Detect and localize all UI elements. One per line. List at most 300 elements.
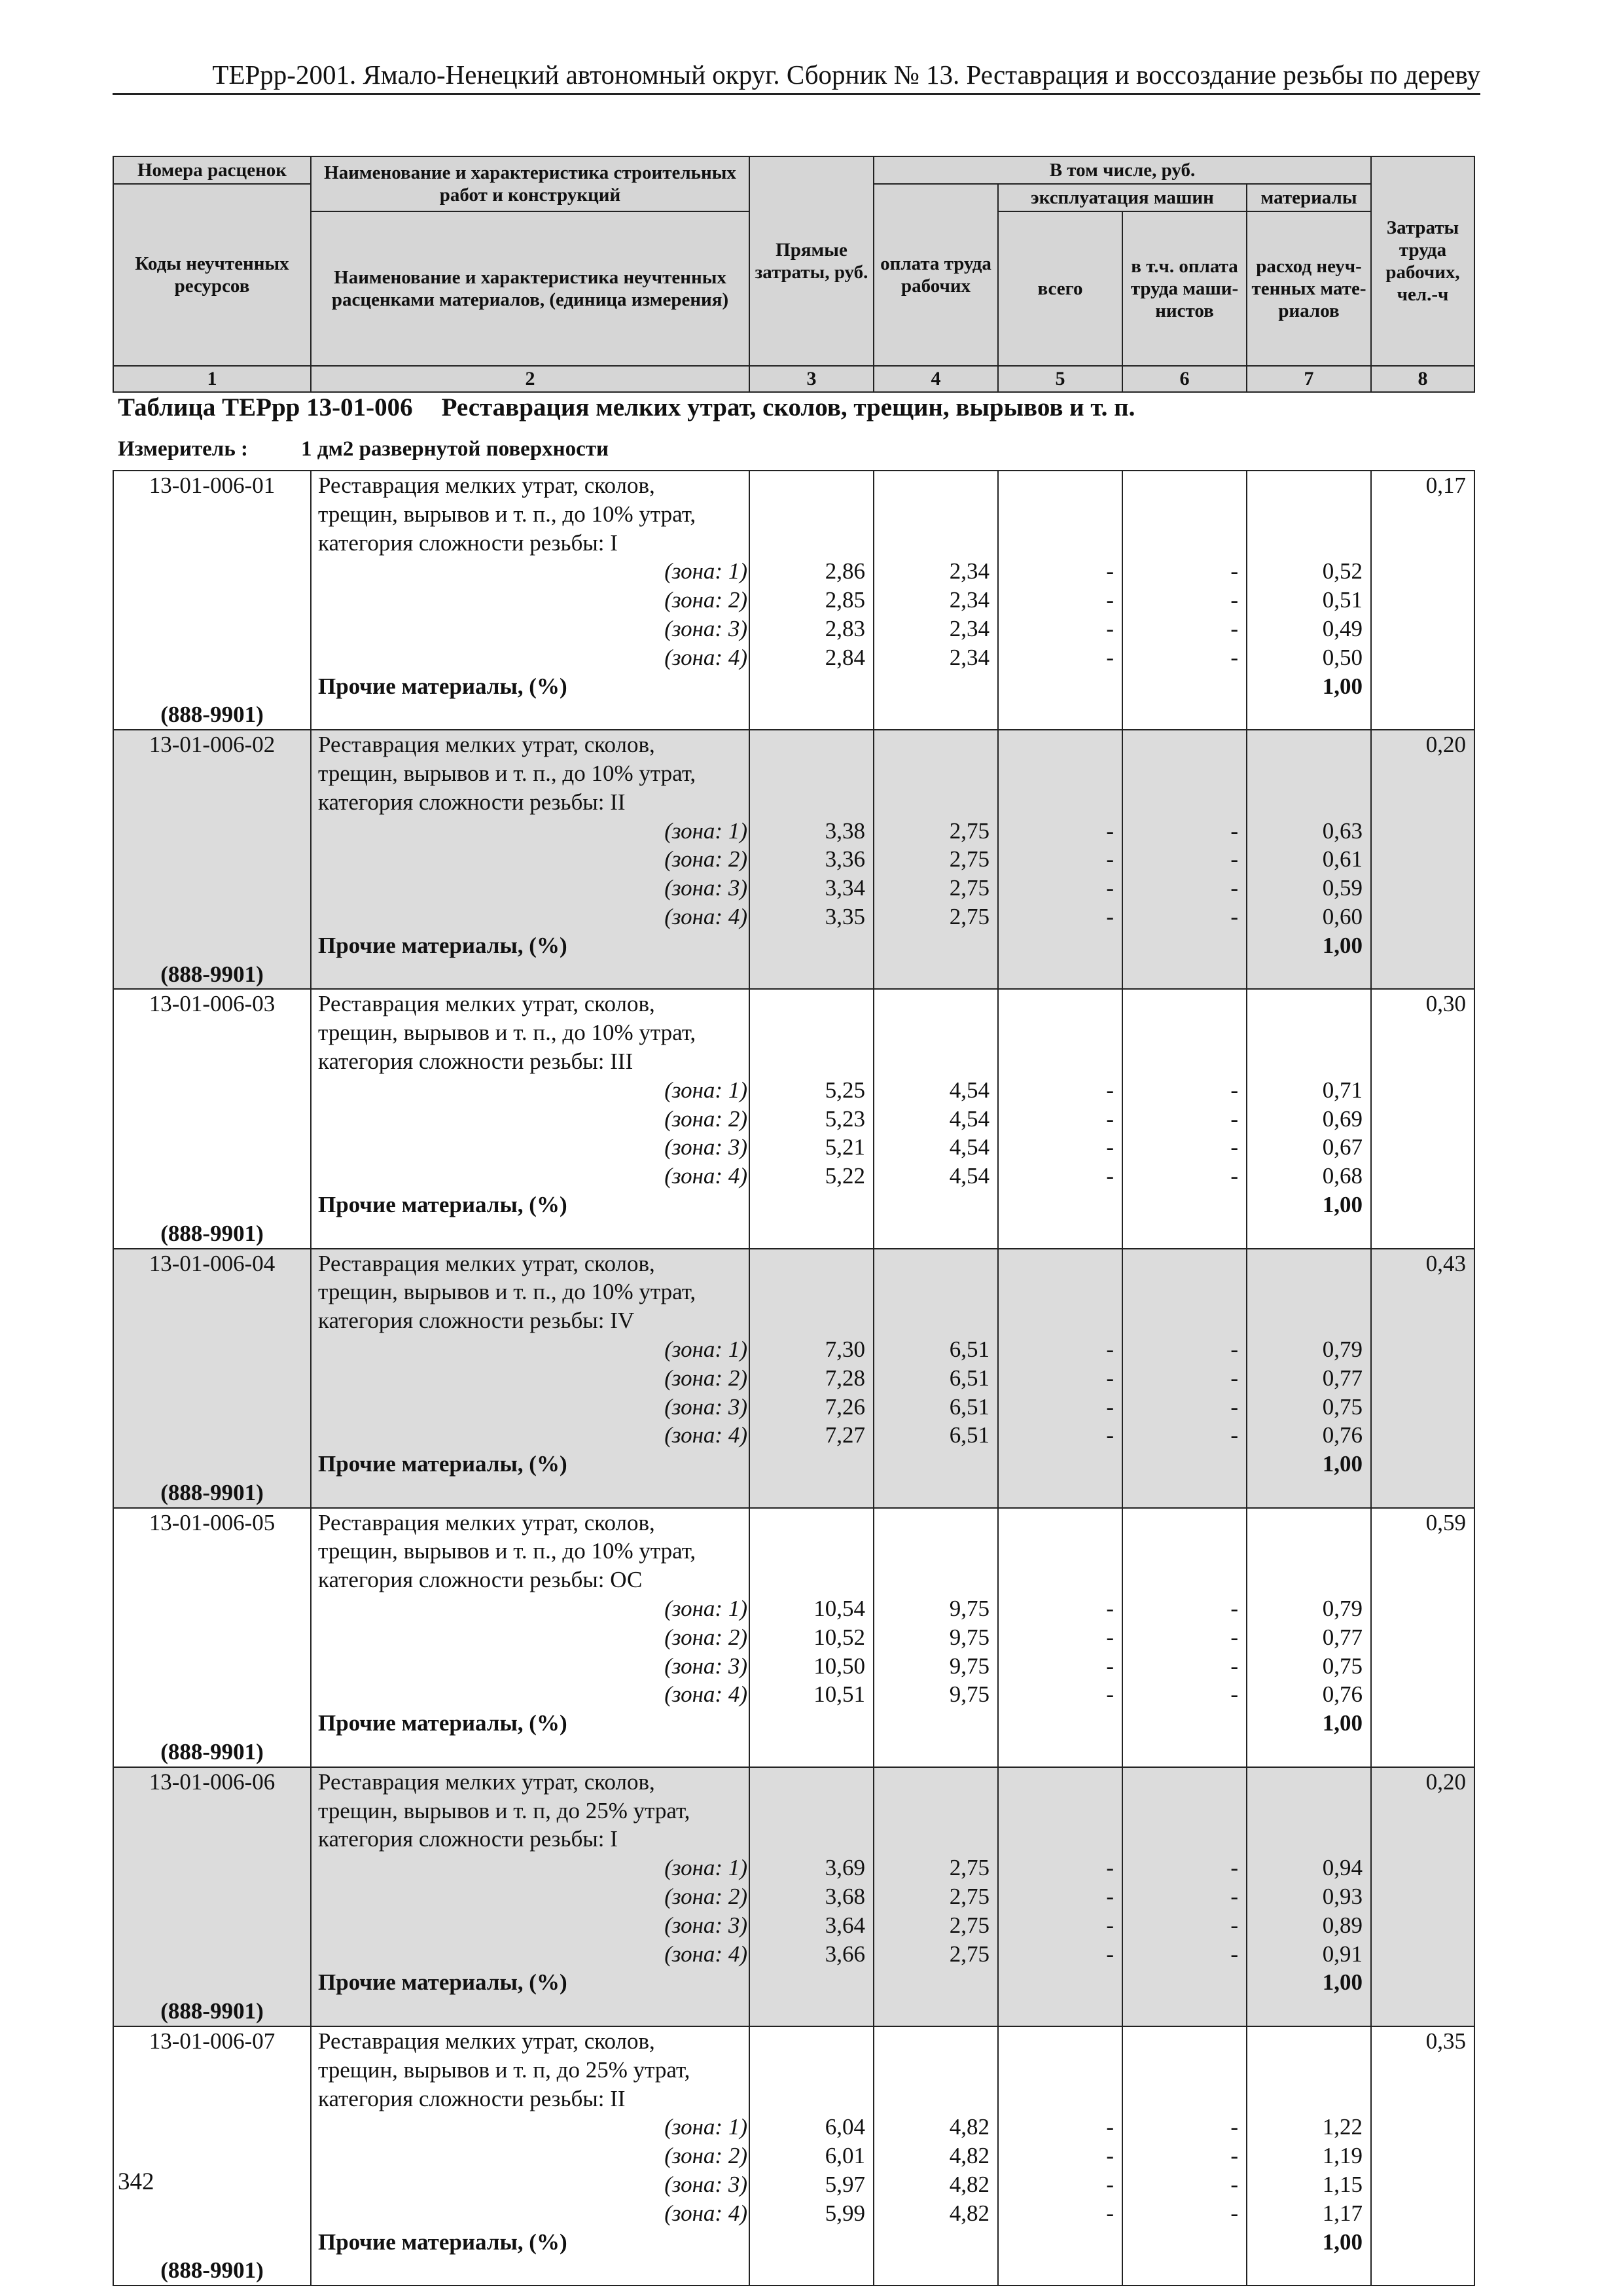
rate-description-cell — [311, 471, 749, 730]
worker-pay: 2,75 — [949, 1855, 990, 1881]
worker-pay-cell — [874, 989, 998, 1248]
zone-label: (зона: 2) — [664, 1884, 747, 1910]
direct-cost: 2,85 — [825, 587, 865, 613]
header-col1-bottom: Коды неучтенных ресурсов — [113, 184, 311, 366]
rate-description-cell — [311, 1767, 749, 2026]
direct-cost-cell — [749, 1767, 874, 2026]
worker-pay: 4,82 — [949, 2200, 990, 2226]
machinist-pay-cell — [1122, 1508, 1247, 1767]
rate-description-line: Реставрация мелких утрат, сколов, — [318, 732, 655, 758]
machine-total: - — [1106, 1855, 1114, 1881]
material-value: 1,00 — [1322, 932, 1363, 958]
rate-row — [113, 1249, 1474, 1508]
header-materials: материалы — [1247, 184, 1371, 211]
worker-pay: 4,54 — [949, 1105, 990, 1132]
rate-description-cell — [311, 2026, 749, 2286]
header-number: 3 — [749, 366, 874, 392]
meter-line — [118, 437, 609, 461]
worker-pay: 9,75 — [949, 1653, 990, 1679]
machine-total-cell — [998, 471, 1122, 730]
material-value: 1,00 — [1322, 1969, 1363, 1996]
worker-pay: 6,51 — [949, 1336, 990, 1362]
rate-description-cell — [311, 730, 749, 989]
rate-description-line: категория сложности резьбы: III — [318, 1048, 633, 1074]
rate-description-cell — [311, 1249, 749, 1508]
worker-pay: 2,75 — [949, 1912, 990, 1938]
worker-pay: 4,82 — [949, 2114, 990, 2140]
worker-pay: 9,75 — [949, 1681, 990, 1708]
machinist-pay: - — [1230, 1393, 1238, 1420]
machinist-pay: - — [1230, 1681, 1238, 1708]
machine-total: - — [1106, 817, 1114, 844]
table-title: Реставрация мелких утрат, сколов, трещин, вырывов и т. п. — [441, 393, 1135, 422]
materials-cost: 0,76 — [1322, 1681, 1363, 1708]
worker-pay-cell — [874, 471, 998, 730]
materials-cost: 0,77 — [1322, 1624, 1363, 1650]
rate-description-line: трещин, вырывов и т. п., до 10% утрат, — [318, 1538, 696, 1564]
direct-cost: 2,84 — [825, 644, 865, 670]
materials-cost: 1,22 — [1322, 2114, 1363, 2140]
meter-label: Измеритель : — [118, 437, 249, 461]
zone-label: (зона: 4) — [664, 903, 747, 929]
rate-description-line: Реставрация мелких утрат, сколов, — [318, 991, 655, 1017]
machinist-pay: - — [1230, 2172, 1238, 2198]
material-code: (888-9901) — [160, 2257, 264, 2284]
worker-pay: 6,51 — [949, 1422, 990, 1448]
worker-pay: 6,51 — [949, 1365, 990, 1391]
machine-total: - — [1106, 1884, 1114, 1910]
material-label: Прочие материалы, (%) — [318, 2229, 567, 2255]
worker-pay: 2,34 — [949, 587, 990, 613]
direct-cost-cell — [749, 730, 874, 989]
direct-cost: 5,97 — [825, 2172, 865, 2198]
materials-cost: 0,50 — [1322, 644, 1363, 670]
rate-row — [113, 2026, 1474, 2286]
labor-cost: 0,35 — [1425, 2028, 1466, 2054]
table-code: Таблица ТЕРрр 13-01-006 — [118, 393, 413, 422]
materials-cell — [1247, 471, 1371, 730]
running-header: ТЕРрр-2001. Ямало-Ненецкий автономный округ. Сборник № 13. Реставрация и воссоздание резьбы по дереву — [113, 59, 1480, 95]
rate-description-line: трещин, вырывов и т. п., до 10% утрат, — [318, 501, 696, 527]
worker-pay: 2,34 — [949, 644, 990, 670]
material-code: (888-9901) — [160, 1220, 264, 1246]
worker-pay-cell — [874, 1508, 998, 1767]
labor-cell — [1371, 1767, 1474, 2026]
machinist-pay: - — [1230, 1653, 1238, 1679]
header-number: 1 — [113, 366, 311, 392]
worker-pay: 4,54 — [949, 1077, 990, 1103]
labor-cell — [1371, 471, 1474, 730]
worker-pay: 9,75 — [949, 1596, 990, 1622]
labor-cost: 0,59 — [1425, 1509, 1466, 1535]
materials-cost: 0,49 — [1322, 615, 1363, 641]
machinist-pay: - — [1230, 2200, 1238, 2226]
rate-description-cell — [311, 989, 749, 1248]
materials-cost: 0,89 — [1322, 1912, 1363, 1938]
machine-total: - — [1106, 587, 1114, 613]
machine-total: - — [1106, 615, 1114, 641]
rate-description-line: Реставрация мелких утрат, сколов, — [318, 1250, 655, 1276]
direct-cost: 2,86 — [825, 558, 865, 584]
header-number: 2 — [311, 366, 749, 392]
materials-cost: 0,63 — [1322, 817, 1363, 844]
rate-description-line: Реставрация мелких утрат, сколов, — [318, 2028, 655, 2054]
machinist-pay-cell — [1122, 1249, 1247, 1508]
material-code: (888-9901) — [160, 1739, 264, 1765]
material-code: (888-9901) — [160, 1479, 264, 1505]
machinist-pay: - — [1230, 846, 1238, 872]
materials-cost: 0,75 — [1322, 1653, 1363, 1679]
machine-total: - — [1106, 875, 1114, 901]
direct-cost: 7,28 — [825, 1365, 865, 1391]
machinist-pay: - — [1230, 1941, 1238, 1967]
material-code: (888-9901) — [160, 1998, 264, 2024]
machine-total: - — [1106, 1681, 1114, 1708]
rate-description-line: категория сложности резьбы: II — [318, 2085, 626, 2111]
worker-pay-cell — [874, 2026, 998, 2286]
machine-total: - — [1106, 1912, 1114, 1938]
rate-row — [113, 1767, 1474, 2026]
material-value: 1,00 — [1322, 1191, 1363, 1217]
labor-cost: 0,30 — [1425, 991, 1466, 1017]
direct-cost: 2,83 — [825, 615, 865, 641]
machine-total: - — [1106, 1077, 1114, 1103]
material-label: Прочие материалы, (%) — [318, 1710, 567, 1736]
zone-label: (зона: 1) — [664, 1855, 747, 1881]
machine-total: - — [1106, 846, 1114, 872]
direct-cost: 6,04 — [825, 2114, 865, 2140]
machine-total-cell — [998, 1508, 1122, 1767]
machinist-pay-cell — [1122, 989, 1247, 1248]
materials-cost: 0,61 — [1322, 846, 1363, 872]
worker-pay: 2,75 — [949, 875, 990, 901]
material-value: 1,00 — [1322, 2229, 1363, 2255]
materials-cost: 0,79 — [1322, 1596, 1363, 1622]
rate-description-line: категория сложности резьбы: I — [318, 1826, 618, 1852]
rate-description-cell — [311, 1508, 749, 1767]
machinist-pay-cell — [1122, 730, 1247, 989]
direct-cost: 3,69 — [825, 1855, 865, 1881]
zone-label: (зона: 3) — [664, 1912, 747, 1938]
machinist-pay: - — [1230, 1077, 1238, 1103]
direct-cost-cell — [749, 2026, 874, 2286]
header-in-total: В том числе, руб. — [874, 156, 1371, 184]
machine-total: - — [1106, 2114, 1114, 2140]
rate-description-line: категория сложности резьбы: ОС — [318, 1567, 643, 1593]
rate-description-line: трещин, вырывов и т. п., до 10% утрат, — [318, 760, 696, 786]
direct-cost: 3,36 — [825, 846, 865, 872]
materials-cost: 0,69 — [1322, 1105, 1363, 1132]
machinist-pay: - — [1230, 2114, 1238, 2140]
labor-cell — [1371, 989, 1474, 1248]
machine-total: - — [1106, 558, 1114, 584]
worker-pay: 2,75 — [949, 1941, 990, 1967]
zone-label: (зона: 1) — [664, 558, 747, 584]
worker-pay: 2,75 — [949, 846, 990, 872]
zone-label: (зона: 2) — [664, 1105, 747, 1132]
material-label: Прочие материалы, (%) — [318, 1191, 567, 1217]
machine-total-cell — [998, 1249, 1122, 1508]
machinist-pay-cell — [1122, 2026, 1247, 2286]
machinist-pay: - — [1230, 1365, 1238, 1391]
material-label: Прочие материалы, (%) — [318, 1969, 567, 1996]
machinist-pay: - — [1230, 1855, 1238, 1881]
header-col3: Прямые затраты, руб. — [749, 156, 874, 366]
materials-cell — [1247, 989, 1371, 1248]
machinist-pay: - — [1230, 1105, 1238, 1132]
header-number: 6 — [1122, 366, 1247, 392]
column-header-table — [113, 156, 1475, 393]
labor-cell — [1371, 1508, 1474, 1767]
header-col6: в т.ч. оплата труда маши-нистов — [1122, 211, 1247, 366]
direct-cost: 3,34 — [825, 875, 865, 901]
material-value: 1,00 — [1322, 673, 1363, 699]
material-label: Прочие материалы, (%) — [318, 1451, 567, 1477]
zone-label: (зона: 2) — [664, 1365, 747, 1391]
direct-cost: 5,23 — [825, 1105, 865, 1132]
materials-cost: 0,59 — [1322, 875, 1363, 901]
rate-code: 13-01-006-01 — [149, 473, 276, 498]
worker-pay: 9,75 — [949, 1624, 990, 1650]
direct-cost: 10,54 — [813, 1596, 865, 1622]
machine-total: - — [1106, 1941, 1114, 1967]
machinist-pay: - — [1230, 1134, 1238, 1160]
materials-cost: 0,94 — [1322, 1855, 1363, 1881]
table-caption — [118, 393, 1135, 422]
direct-cost: 3,35 — [825, 903, 865, 929]
machine-total: - — [1106, 1365, 1114, 1391]
material-label: Прочие материалы, (%) — [318, 673, 567, 699]
rate-code: 13-01-006-07 — [149, 2028, 276, 2054]
labor-cell — [1371, 1249, 1474, 1508]
direct-cost: 3,64 — [825, 1912, 865, 1938]
machine-total: - — [1106, 1336, 1114, 1362]
machine-total-cell — [998, 730, 1122, 989]
worker-pay-cell — [874, 730, 998, 989]
materials-cost: 0,71 — [1322, 1077, 1363, 1103]
materials-cost: 0,93 — [1322, 1884, 1363, 1910]
machinist-pay: - — [1230, 817, 1238, 844]
worker-pay-cell — [874, 1249, 998, 1508]
header-col2-top: Наименование и характеристика строительных работ и конструкций — [311, 156, 749, 211]
header-col7: расход неуч-тенных мате-риалов — [1247, 211, 1371, 366]
machine-total: - — [1106, 1653, 1114, 1679]
meter-value: 1 дм2 развернутой поверхности — [301, 437, 609, 461]
rate-code: 13-01-006-05 — [149, 1509, 276, 1535]
worker-pay: 4,82 — [949, 2143, 990, 2169]
materials-cell — [1247, 1508, 1371, 1767]
materials-cost: 0,76 — [1322, 1422, 1363, 1448]
materials-cost: 0,77 — [1322, 1365, 1363, 1391]
machinist-pay-cell — [1122, 1767, 1247, 2026]
zone-label: (зона: 3) — [664, 1134, 747, 1160]
zone-label: (зона: 3) — [664, 1653, 747, 1679]
rate-description-line: категория сложности резьбы: I — [318, 529, 618, 556]
rate-code-cell — [113, 471, 311, 730]
zone-label: (зона: 4) — [664, 2200, 747, 2226]
zone-label: (зона: 2) — [664, 2143, 747, 2169]
worker-pay-cell — [874, 1767, 998, 2026]
machine-total-cell — [998, 1767, 1122, 2026]
rate-code-cell — [113, 730, 311, 989]
direct-cost: 5,21 — [825, 1134, 865, 1160]
rate-code: 13-01-006-06 — [149, 1768, 276, 1795]
machine-total-cell — [998, 989, 1122, 1248]
rate-code: 13-01-006-04 — [149, 1250, 276, 1276]
machine-total: - — [1106, 1163, 1114, 1189]
direct-cost: 7,26 — [825, 1393, 865, 1420]
direct-cost: 10,50 — [813, 1653, 865, 1679]
header-machines: эксплуатация машин — [998, 184, 1247, 211]
materials-cost: 0,79 — [1322, 1336, 1363, 1362]
materials-cost: 0,75 — [1322, 1393, 1363, 1420]
direct-cost: 3,38 — [825, 817, 865, 844]
machinist-pay: - — [1230, 875, 1238, 901]
machinist-pay-cell — [1122, 471, 1247, 730]
rate-code: 13-01-006-02 — [149, 732, 276, 758]
direct-cost-cell — [749, 1508, 874, 1767]
worker-pay: 6,51 — [949, 1393, 990, 1420]
zone-label: (зона: 3) — [664, 875, 747, 901]
materials-cost: 0,67 — [1322, 1134, 1363, 1160]
zone-label: (зона: 1) — [664, 1596, 747, 1622]
direct-cost: 5,25 — [825, 1077, 865, 1103]
machine-total: - — [1106, 644, 1114, 670]
materials-cost: 0,52 — [1322, 558, 1363, 584]
direct-cost: 3,68 — [825, 1884, 865, 1910]
header-number: 8 — [1371, 366, 1474, 392]
rate-row — [113, 1508, 1474, 1767]
machine-total: - — [1106, 2143, 1114, 2169]
materials-cost: 0,60 — [1322, 903, 1363, 929]
materials-cost: 0,51 — [1322, 587, 1363, 613]
labor-cost: 0,43 — [1425, 1250, 1466, 1276]
machine-total: - — [1106, 1105, 1114, 1132]
material-code: (888-9901) — [160, 961, 264, 987]
zone-label: (зона: 3) — [664, 2172, 747, 2198]
zone-label: (зона: 4) — [664, 1681, 747, 1708]
machinist-pay: - — [1230, 558, 1238, 584]
worker-pay: 2,34 — [949, 558, 990, 584]
zone-label: (зона: 2) — [664, 587, 747, 613]
header-col5: всего — [998, 211, 1122, 366]
materials-cost: 1,15 — [1322, 2172, 1363, 2198]
material-value: 1,00 — [1322, 1710, 1363, 1736]
zone-label: (зона: 1) — [664, 1336, 747, 1362]
material-code: (888-9901) — [160, 702, 264, 728]
header-number: 7 — [1247, 366, 1371, 392]
machine-total-cell — [998, 2026, 1122, 2286]
header-col4: оплата труда рабочих — [874, 184, 998, 366]
page-number: 342 — [118, 2168, 154, 2195]
labor-cell — [1371, 2026, 1474, 2286]
materials-cell — [1247, 1767, 1371, 2026]
materials-cost: 0,91 — [1322, 1941, 1363, 1967]
machinist-pay: - — [1230, 1163, 1238, 1189]
direct-cost: 7,30 — [825, 1336, 865, 1362]
worker-pay: 4,54 — [949, 1134, 990, 1160]
labor-cost: 0,20 — [1425, 732, 1466, 758]
rate-description-line: трещин, вырывов и т. п., до 10% утрат, — [318, 1279, 696, 1305]
machinist-pay: - — [1230, 1624, 1238, 1650]
worker-pay: 2,75 — [949, 903, 990, 929]
direct-cost: 5,22 — [825, 1163, 865, 1189]
rate-row — [113, 471, 1474, 730]
zone-label: (зона: 1) — [664, 817, 747, 844]
rate-row — [113, 730, 1474, 989]
zone-label: (зона: 2) — [664, 1624, 747, 1650]
zone-label: (зона: 4) — [664, 1941, 747, 1967]
worker-pay: 2,75 — [949, 1884, 990, 1910]
labor-cost: 0,17 — [1425, 473, 1466, 498]
rate-description-line: категория сложности резьбы: IV — [318, 1308, 635, 1334]
machinist-pay: - — [1230, 2143, 1238, 2169]
header-col1-top: Номера расценок — [113, 156, 311, 184]
direct-cost: 7,27 — [825, 1422, 865, 1448]
rate-description-line: Реставрация мелких утрат, сколов, — [318, 1768, 655, 1795]
labor-cell — [1371, 730, 1474, 989]
rate-code: 13-01-006-03 — [149, 991, 276, 1017]
machinist-pay: - — [1230, 644, 1238, 670]
machine-total: - — [1106, 903, 1114, 929]
machine-total: - — [1106, 1393, 1114, 1420]
rate-description-line: Реставрация мелких утрат, сколов, — [318, 473, 655, 498]
materials-cost: 0,68 — [1322, 1163, 1363, 1189]
zone-label: (зона: 3) — [664, 615, 747, 641]
rate-description-line: трещин, вырывов и т. п, до 25% утрат, — [318, 2056, 690, 2083]
rate-code-cell — [113, 1249, 311, 1508]
rate-description-line: трещин, вырывов и т. п, до 25% утрат, — [318, 1797, 690, 1823]
rate-row — [113, 989, 1474, 1248]
machine-total: - — [1106, 1134, 1114, 1160]
rate-code-cell — [113, 1508, 311, 1767]
machine-total: - — [1106, 2200, 1114, 2226]
worker-pay: 4,82 — [949, 2172, 990, 2198]
machinist-pay: - — [1230, 587, 1238, 613]
header-col2-bottom: Наименование и характеристика неучтенных расценками материалов, (единица измерения) — [311, 211, 749, 366]
rate-code-cell — [113, 2026, 311, 2286]
zone-label: (зона: 4) — [664, 644, 747, 670]
machine-total: - — [1106, 2172, 1114, 2198]
direct-cost-cell — [749, 471, 874, 730]
labor-cost: 0,20 — [1425, 1768, 1466, 1795]
materials-cost: 1,17 — [1322, 2200, 1363, 2226]
direct-cost: 3,66 — [825, 1941, 865, 1967]
worker-pay: 2,75 — [949, 817, 990, 844]
zone-label: (зона: 3) — [664, 1393, 747, 1420]
machinist-pay: - — [1230, 903, 1238, 929]
machinist-pay: - — [1230, 1336, 1238, 1362]
zone-label: (зона: 1) — [664, 1077, 747, 1103]
materials-cell — [1247, 730, 1371, 989]
zone-label: (зона: 2) — [664, 846, 747, 872]
direct-cost: 5,99 — [825, 2200, 865, 2226]
zone-label: (зона: 4) — [664, 1163, 747, 1189]
machinist-pay: - — [1230, 1884, 1238, 1910]
worker-pay: 2,34 — [949, 615, 990, 641]
materials-cell — [1247, 2026, 1371, 2286]
rate-description-line: трещин, вырывов и т. п., до 10% утрат, — [318, 1020, 696, 1046]
rate-code-cell — [113, 989, 311, 1248]
rate-code-cell — [113, 1767, 311, 2026]
material-label: Прочие материалы, (%) — [318, 932, 567, 958]
machine-total: - — [1106, 1624, 1114, 1650]
zone-label: (зона: 1) — [664, 2114, 747, 2140]
header-number: 4 — [874, 366, 998, 392]
worker-pay: 4,54 — [949, 1163, 990, 1189]
direct-cost: 10,51 — [813, 1681, 865, 1708]
zone-label: (зона: 4) — [664, 1422, 747, 1448]
